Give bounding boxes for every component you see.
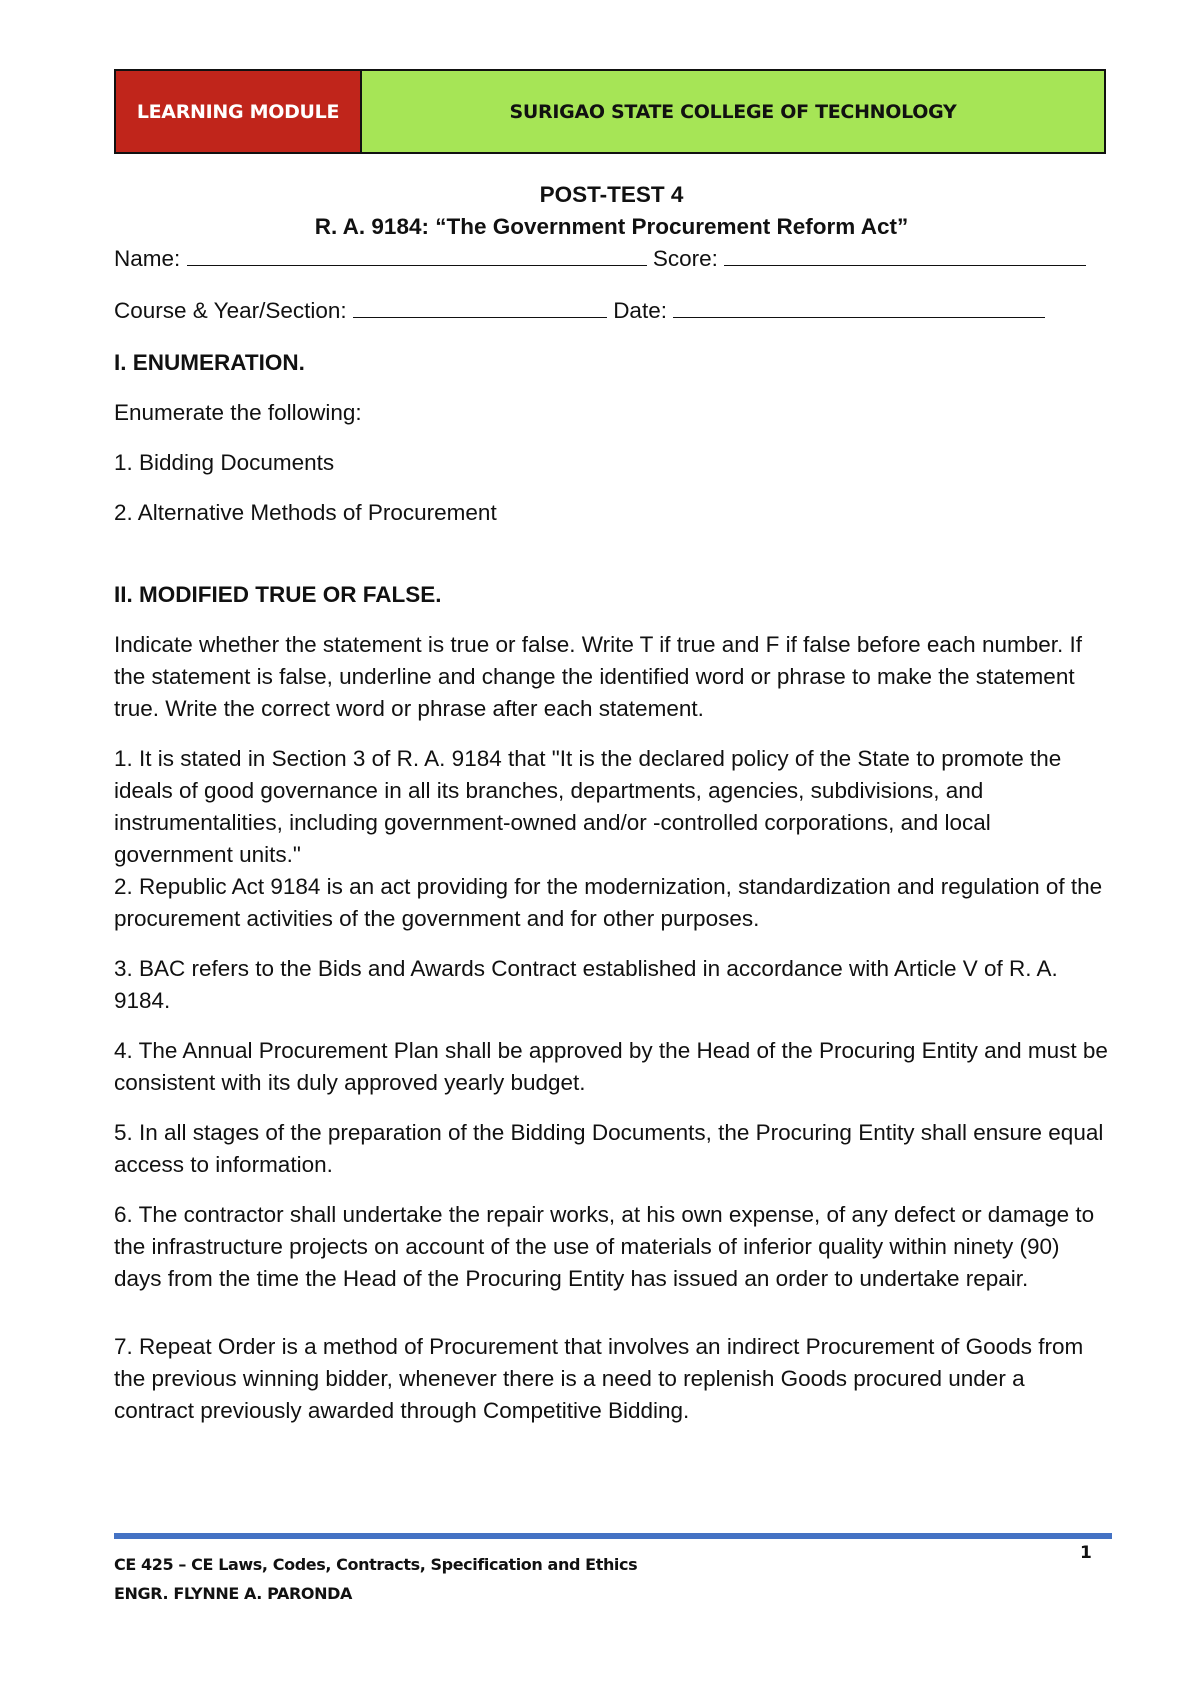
- date-label: Date:: [613, 298, 667, 323]
- statement-item-4: 4. The Annual Procurement Plan shall be approved by the Head of the Procuring Entity and must be consistent with its duly approved yearly budget.: [114, 1038, 1108, 1095]
- statement-item-1: 1. It is stated in Section 3 of R. A. 9184 that "It is the declared policy of the State to promote the ideals of good governance in all its branches, departments, agencies, subdivisions, and instrumentalities, including government-owned and/or -controlled corporations, and local government units.": [114, 746, 1062, 867]
- section2-instruction: Indicate whether the statement is true or false. Write T if true and F if false before each number. If the statement is false, underline and change the identified word or phrase to make the statement true. Write the correct word or phrase after each statement.: [114, 632, 1082, 721]
- college-name: SURIGAO STATE COLLEGE OF TECHNOLOGY: [509, 100, 957, 123]
- statement-item-3: 3. BAC refers to the Bids and Awards Contract established in accordance with Article V of R. A. 9184.: [114, 956, 1058, 1013]
- statement-item-7: 7. Repeat Order is a method of Procurement that involves an indirect Procurement of Goods from the previous winning bidder, whenever there is a need to replenish Goods procured under a contract previously awarded through Competitive Bidding.: [114, 1334, 1084, 1423]
- page-number: 1: [1080, 1543, 1092, 1563]
- course-blank[interactable]: [353, 295, 607, 318]
- score-label: Score:: [652, 246, 718, 271]
- course-label: Course & Year/Section:: [114, 298, 347, 323]
- learning-module-label-box: [116, 71, 362, 152]
- module-header-banner: [114, 69, 1106, 154]
- enumeration-item-2: 2. Alternative Methods of Procurement: [114, 500, 497, 525]
- statement-item-5: 5. In all stages of the preparation of the Bidding Documents, the Procuring Entity shall ensure equal access to information.: [114, 1120, 1104, 1177]
- learning-module-label: LEARNING MODULE: [136, 100, 340, 123]
- page-footer: [114, 1550, 637, 1608]
- name-blank[interactable]: [187, 243, 647, 266]
- document-subtitle: R. A. 9184: “The Government Procurement Reform Act”: [314, 214, 909, 239]
- section2-heading: II. MODIFIED TRUE OR FALSE.: [114, 582, 442, 607]
- enumeration-item-1: 1. Bidding Documents: [114, 450, 335, 475]
- section1-instruction: Enumerate the following:: [114, 400, 362, 425]
- footer-instructor: ENGR. FLYNNE A. PARONDA: [114, 1584, 352, 1603]
- document-title: POST-TEST 4: [539, 182, 684, 207]
- footer-divider: [114, 1533, 1112, 1539]
- course-date-line: [114, 295, 1109, 327]
- footer-course-title: CE 425 – CE Laws, Codes, Contracts, Specification and Ethics: [114, 1555, 638, 1574]
- statement-item-2: 2. Republic Act 9184 is an act providing for the modernization, standardization and regulation of the procurement activities of the government and for other purposes.: [114, 874, 1103, 931]
- section1-heading: I. ENUMERATION.: [114, 350, 305, 375]
- college-name-box: [362, 71, 1104, 152]
- document-body: [114, 179, 1109, 1427]
- score-blank[interactable]: [724, 243, 1086, 266]
- date-blank[interactable]: [673, 295, 1045, 318]
- statement-item-6: 6. The contractor shall undertake the repair works, at his own expense, of any defect or damage to the infrastructure projects on account of the use of materials of inferior quality within ninety (90) days from the time the Head of the Procuring Entity has issued an order to undertake repair.: [114, 1202, 1095, 1291]
- name-label: Name:: [114, 246, 181, 271]
- name-score-line: [114, 243, 1109, 275]
